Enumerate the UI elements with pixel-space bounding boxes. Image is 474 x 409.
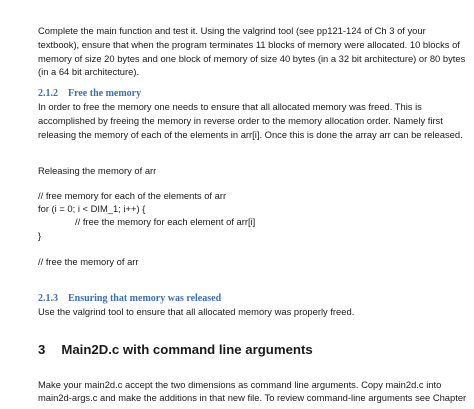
free-memory-line-2: accomplished by freeing the memory in reverse order to the memory allocation order. Namely first: [38, 115, 443, 126]
section-heading-free-memory: [38, 88, 141, 100]
free-memory-line-1: In order to free the memory one needs to ensure that all allocated memory was freed. This is: [38, 101, 422, 112]
free-memory-line-3: releasing the memory of each of the elements in arr[i]. Once this is done the array arr can be released.: [38, 129, 463, 140]
main2d-line-2: main2d-args.c and make the additions in that new file. To review command-line arguments see Chapter: [38, 392, 467, 403]
main2d-line-1: Make your main2d.c accept the two dimensions as command line arguments. Copy main2d.c into: [38, 379, 442, 390]
intro-line-1: Complete the main function and test it. Using the valgrind tool (see pp121-124 of Ch 3 of your: [38, 25, 426, 36]
code-line-1: // free memory for each of the elements of arr: [38, 190, 227, 201]
section-number: 2.1.3: [38, 293, 58, 304]
code-line-4: }: [38, 230, 42, 241]
intro-line-3: memory of size 20 bytes and one block of memory of size 40 bytes (in a 32 bit architecture) or 80 bytes: [38, 53, 466, 64]
section-number: 3: [38, 342, 46, 357]
section-number: 2.1.2: [38, 88, 58, 99]
section-heading-ensure-released: [38, 293, 221, 305]
section-title: Ensuring that memory was released: [68, 293, 222, 304]
section-heading-main2d: [38, 342, 313, 358]
code-line-2: for (i = 0; i < DIM_1; i++) {: [38, 203, 146, 214]
intro-line-2: textbook), ensure that when the program terminates 11 blocks of memory were allocated. 10 blocks of: [38, 39, 460, 50]
code-line-3: // free the memory for each element of arr[i]: [75, 216, 256, 227]
intro-line-4: (in a 64 bit architecture).: [38, 66, 140, 77]
code-caption: Releasing the memory of arr: [38, 165, 157, 176]
section-title: Main2D.c with command line arguments: [61, 342, 313, 357]
ensure-released-body: Use the valgrind tool to ensure that all allocated memory was properly freed.: [38, 306, 355, 317]
code-line-5: // free the memory of arr: [38, 256, 139, 267]
section-title: Free the memory: [68, 88, 142, 99]
